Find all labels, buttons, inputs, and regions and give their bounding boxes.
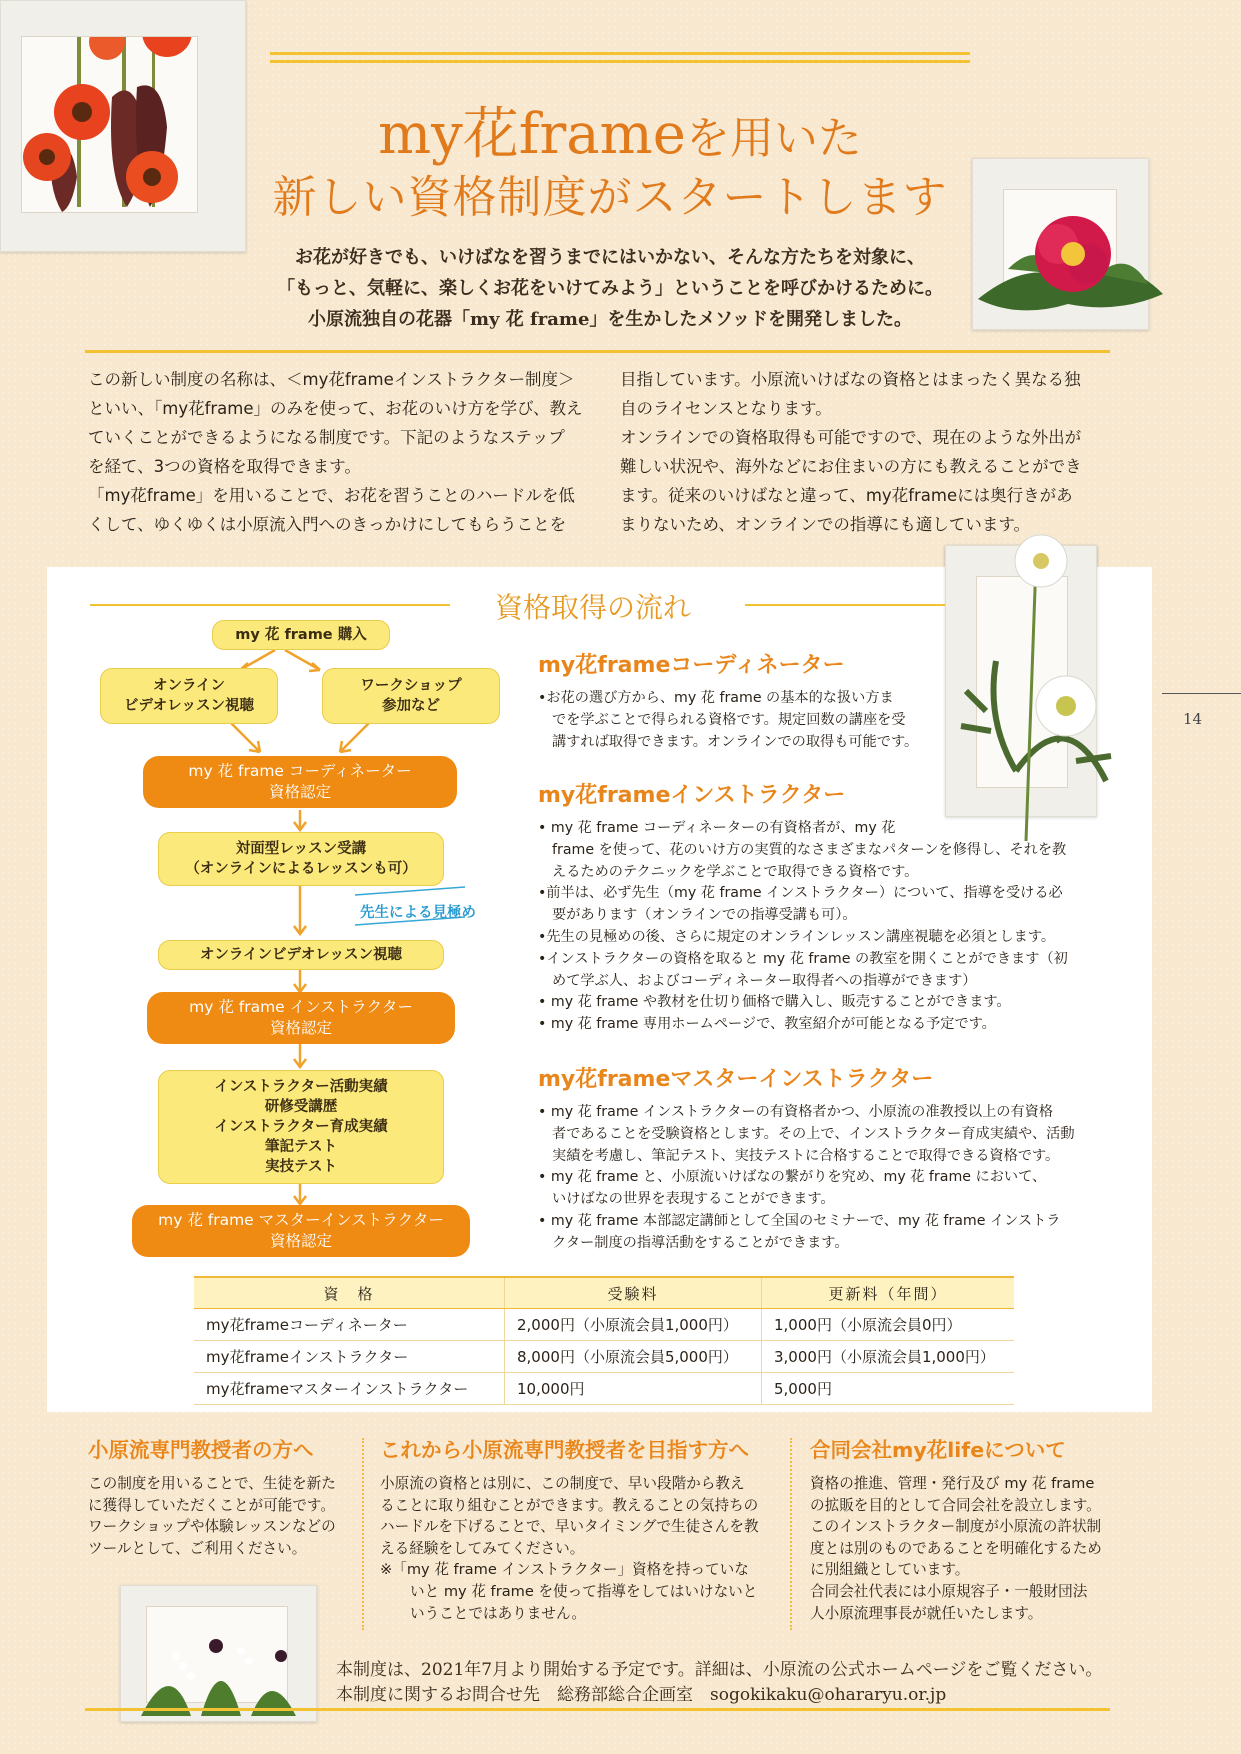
col2-line: 小原流の資格とは別に、この制度で、早い段階から教え xyxy=(380,1475,745,1492)
bullet-line: • my 花 frame や教材を仕切り価格で購入し、販売することができます。 xyxy=(538,994,1011,1011)
flow-step-text: ワークショップ xyxy=(360,678,462,694)
intro-right-line: 難しい状況や、海外などにお住まいの方にも教えることができ xyxy=(620,457,1082,476)
intro-left-line: といい、「my花frame」のみを使って、お花のいけ方を学び、教え xyxy=(88,399,583,418)
fee-header-renewal-fee: 更新料（年間） xyxy=(762,1277,1015,1309)
flow-step-text: ビデオレッスン視聴 xyxy=(123,698,255,714)
column-divider-1 xyxy=(362,1438,364,1630)
flow-step-purchase: my 花 frame 購入 xyxy=(212,620,390,650)
fee-cell: 3,000円（小原流会員1,000円） xyxy=(762,1341,1015,1373)
intro-right-line: 自のライセンスとなります。 xyxy=(620,399,832,418)
header-bottom-rule xyxy=(85,350,1110,353)
fee-cell: 5,000円 xyxy=(762,1373,1015,1405)
instructor-heading: my花frameインストラクター xyxy=(538,783,846,808)
page-edge-mark xyxy=(1162,693,1241,694)
col1-heading: 小原流専門教授者の方へ xyxy=(88,1438,314,1462)
flow-step-text: 資格認定 xyxy=(269,1019,332,1037)
flow-step-face-lesson xyxy=(158,832,444,886)
bullet-item xyxy=(538,949,1118,993)
col2-note-line: いと my 花 frame を使って指導をしてはいけないと xyxy=(410,1582,758,1600)
col3-line: 資格の推進、管理・発行及び my 花 frame xyxy=(810,1475,1095,1492)
intro-left-line: を経て、3つの資格を取得できます。 xyxy=(88,457,361,476)
footer-contact: 本制度に関するお問合せ先 総務部総合企画室 sogokikaku@ohararyu.or.jp xyxy=(336,1685,947,1705)
bullet-line: • my 花 frame インストラクターの有資格者かつ、小原流の准教授以上の有資格 xyxy=(538,1104,1054,1120)
bullet-line: 者であることを受験資格とします。その上で、インストラクター育成実績や、活動 xyxy=(552,1125,1075,1142)
intro-left-line: この新しい制度の名称は、＜my花frameインストラクター制度＞ xyxy=(88,370,575,389)
flow-step-instructor-cert xyxy=(147,992,455,1044)
gerbera-frame xyxy=(21,36,198,213)
page-number: 14 xyxy=(1183,710,1203,728)
flow-step-text: my 花 frame コーディネーター xyxy=(188,762,412,780)
col1-line: に獲得していただくことが可能です。 xyxy=(88,1496,335,1514)
fee-cell: 1,000円（小原流会員0円） xyxy=(762,1309,1015,1341)
fee-header-exam-fee: 受験料 xyxy=(505,1277,762,1309)
col3-line: 人小原流理事長が就任いたします。 xyxy=(810,1604,1043,1622)
fee-cell: 2,000円（小原流会員1,000円） xyxy=(505,1309,762,1341)
flow-rule-left xyxy=(90,604,450,606)
col3-line: 合同会社代表には小原規容子・一般財団法 xyxy=(810,1582,1088,1600)
flow-step-coordinator-cert xyxy=(143,756,457,808)
flow-step-workshop xyxy=(322,668,500,724)
intro-right-line: オンラインでの資格取得も可能ですので、現在のような外出が xyxy=(620,428,1082,447)
bullet-line: 講すれば取得できます。オンラインでの取得も可能です。 xyxy=(552,733,919,750)
footer-rule xyxy=(85,1708,1110,1711)
bullet-item xyxy=(538,818,1118,883)
table-row xyxy=(194,1309,1014,1341)
flow-step-text: 研修受講歴 xyxy=(264,1099,338,1115)
col2-heading: これから小原流専門教授者を目指す方へ xyxy=(380,1438,749,1462)
gerbera-flowers-image xyxy=(22,37,197,212)
flow-rule-right xyxy=(745,604,945,606)
intro-right-column xyxy=(620,365,1140,539)
bullet-line: frame を使って、花のいけ方の実質的なさまざまなパターンを修得し、それを教 xyxy=(552,841,1067,858)
flow-step-text: 参加など xyxy=(382,698,440,714)
bullet-item xyxy=(538,1014,1118,1036)
col3-text xyxy=(810,1473,1130,1624)
column-divider-2 xyxy=(790,1438,792,1630)
table-row xyxy=(194,1373,1014,1405)
col1-line: この制度を用いることで、生徒を新た xyxy=(88,1475,336,1492)
flow-step-text: my 花 frame インストラクター xyxy=(189,998,413,1016)
bullet-line: •お花の選び方から、my 花 frame の基本的な扱い方ま xyxy=(538,690,894,706)
intro-right-line: まりないため、オンラインでの指導にも適しています。 xyxy=(620,515,1031,534)
intro-left-line: ていくことができるようになる制度です。下記のようなステップ xyxy=(88,428,565,447)
flow-step-text: 資格認定 xyxy=(268,783,331,801)
bullet-item xyxy=(538,688,958,753)
coordinator-heading: my花frameコーディネーター xyxy=(538,653,845,678)
bullet-line: •インストラクターの資格を取ると my 花 frame の教室を開くことができます（初 xyxy=(538,950,1068,967)
col2-note-line: いうことではありません。 xyxy=(410,1604,587,1622)
master-instructor-heading: my花frameマスターインストラクター xyxy=(538,1067,934,1092)
page-title-line1 xyxy=(300,100,940,174)
col1-line: ワークショップや体験レッスンなどの xyxy=(88,1518,336,1536)
intro-left-line: くして、ゆくゆくは小原流入門へのきっかけにしてもらうことを xyxy=(88,515,567,534)
table-row xyxy=(194,1341,1014,1373)
fee-cell: 10,000円 xyxy=(505,1373,762,1405)
fee-cell: my花frameコーディネーター xyxy=(194,1309,505,1341)
lily-of-valley-photo xyxy=(120,1585,317,1722)
fee-cell: my花frameマスターインストラクター xyxy=(194,1373,505,1405)
title-suffix: を用いた xyxy=(685,113,862,164)
flow-step-text: 資格認定 xyxy=(269,1232,332,1250)
fee-table xyxy=(194,1276,1014,1405)
bullet-line: • my 花 frame 専用ホームページで、教室紹介が可能となる予定です。 xyxy=(538,1016,996,1033)
bullet-line: 要があります（オンラインでの指導受講も可）。 xyxy=(552,907,857,924)
lead-line-2: 「もっと、気軽に、楽しくお花をいけてみよう」ということを呼びかけるために。 xyxy=(277,278,943,299)
bullet-item xyxy=(538,927,1118,949)
instructor-bullets xyxy=(538,818,1118,1036)
peony-photo xyxy=(972,158,1149,330)
fee-cell: 8,000円（小原流会員5,000円） xyxy=(505,1341,762,1373)
col1-line: ツールとして、ご利用ください。 xyxy=(88,1539,307,1557)
bullet-item xyxy=(538,992,1118,1014)
bullet-line: めて学ぶ人、およびコーディネーター取得者への指導ができます） xyxy=(552,972,977,989)
title-brand: my花frame xyxy=(378,102,686,167)
flow-step-text: 筆記テスト xyxy=(265,1139,337,1155)
intro-right-line: ます。従来のいけばなと違って、my花frameには奥行きがあ xyxy=(620,486,1073,505)
bullet-line: 実績を考慮し、筆記テスト、実技テストに合格することで取得できる資格です。 xyxy=(552,1147,1060,1164)
col1-text xyxy=(88,1473,358,1559)
fee-table-header-row xyxy=(194,1277,1014,1309)
flow-step-text: オンライン xyxy=(152,678,226,694)
peony-flower-image xyxy=(968,189,1168,329)
col2-line: ハードルを下げることで、早いタイミングで生徒さんを教 xyxy=(380,1518,759,1536)
col3-heading: 合同会社my花lifeについて xyxy=(810,1438,1066,1462)
intro-right-line: 目指しています。小原流いけばなの資格とはまったく異なる独 xyxy=(620,370,1081,389)
col2-line: ることに取り組むことができます。教えることの気持ちの xyxy=(380,1496,759,1514)
flow-step-master-cert xyxy=(132,1205,470,1257)
flow-step-text: my 花 frame マスターインストラクター xyxy=(158,1211,444,1229)
col3-line: に別組織としています。 xyxy=(810,1561,970,1579)
flow-step-online-video-lesson: オンラインビデオレッスン視聴 xyxy=(158,940,444,970)
bullet-line: • my 花 frame コーディネーターの有資格者が、my 花 xyxy=(538,820,896,836)
flow-step-online-video xyxy=(100,668,278,724)
footer-start-notice: 本制度は、2021年7月より開始する予定です。詳細は、小原流の公式ホームページをご覧ください。 xyxy=(336,1660,1103,1680)
bullet-item xyxy=(538,1102,1118,1167)
lead-line-1: お花が好きでも、いけばなを習うまでにはいかない、そんな方たちを対象に、 xyxy=(295,247,925,268)
col3-line: 度とは別のものであることを明確化するため xyxy=(810,1539,1102,1557)
daisy-fern-photo-overlay xyxy=(945,545,1097,817)
daisy-fern-image-overlay xyxy=(926,521,1116,841)
bullet-line: • my 花 frame 本部認定講師として全国のセミナーで、my 花 frame インストラ xyxy=(538,1212,1061,1229)
gerbera-photo xyxy=(0,0,246,252)
col2-line: える経験をしてみてください。 xyxy=(380,1539,585,1557)
coordinator-bullets xyxy=(538,688,958,753)
flow-step-text: インストラクター育成実績 xyxy=(214,1119,388,1135)
col3-line: このインストラクター制度が小原流の許状制 xyxy=(810,1518,1102,1536)
flow-step-text: （オンラインによるレッスンも可） xyxy=(185,861,417,877)
flow-teacher-check: 先生による見極め xyxy=(360,905,476,921)
master-instructor-bullets xyxy=(538,1102,1118,1255)
bullet-line: いけばなの世界を表現することができます。 xyxy=(552,1191,835,1208)
col2-note-line: ※「my 花 frame インストラクター」資格を持っていな xyxy=(380,1561,749,1579)
bullet-line: •先生の見極めの後、さらに規定のオンラインレッスン講座視聴を必須とします。 xyxy=(538,928,1056,945)
intro-left-line: 「my花frame」を用いることで、お花を習うことのハードルを低 xyxy=(88,486,575,505)
lead-line-3: 小原流独自の花器「my 花 frame」を生かしたメソッドを開発しました。 xyxy=(308,309,912,330)
bullet-item xyxy=(538,883,1118,927)
fee-cell: my花frameインストラクター xyxy=(194,1341,505,1373)
header-top-rule xyxy=(270,52,970,55)
intro-left-column xyxy=(88,365,608,539)
flow-title: 資格取得の流れ xyxy=(495,591,692,624)
col3-line: の拡販を目的として合同会社を設立します。 xyxy=(810,1496,1101,1514)
fee-header-qualification: 資 格 xyxy=(194,1277,505,1309)
flow-step-requirements xyxy=(158,1070,444,1184)
flow-step-text: 実技テスト xyxy=(265,1159,337,1175)
col2-text xyxy=(380,1473,780,1624)
bullet-line: クター制度の指導活動をすることができます。 xyxy=(552,1234,849,1251)
flow-step-text: インストラクター活動実績 xyxy=(214,1079,388,1095)
flow-step-text: 対面型レッスン受講 xyxy=(235,841,367,857)
bullet-line: でを学ぶことで得られる資格です。規定回数の講座を受 xyxy=(552,711,906,728)
bullet-line: えるためのテクニックを学ぶことで取得できる資格です。 xyxy=(552,863,919,880)
bullet-item xyxy=(538,1211,1118,1255)
bullet-line: • my 花 frame と、小原流いけばなの繋がりを究め、my 花 frame において、 xyxy=(538,1169,1047,1186)
bullet-line: •前半は、必ず先生（my 花 frame インストラクター）について、指導を受ける必 xyxy=(538,885,1063,902)
lily-of-valley-image xyxy=(121,1586,316,1721)
page-title-line2: 新しい資格制度がスタートします xyxy=(272,172,948,223)
bullet-item xyxy=(538,1167,1118,1211)
